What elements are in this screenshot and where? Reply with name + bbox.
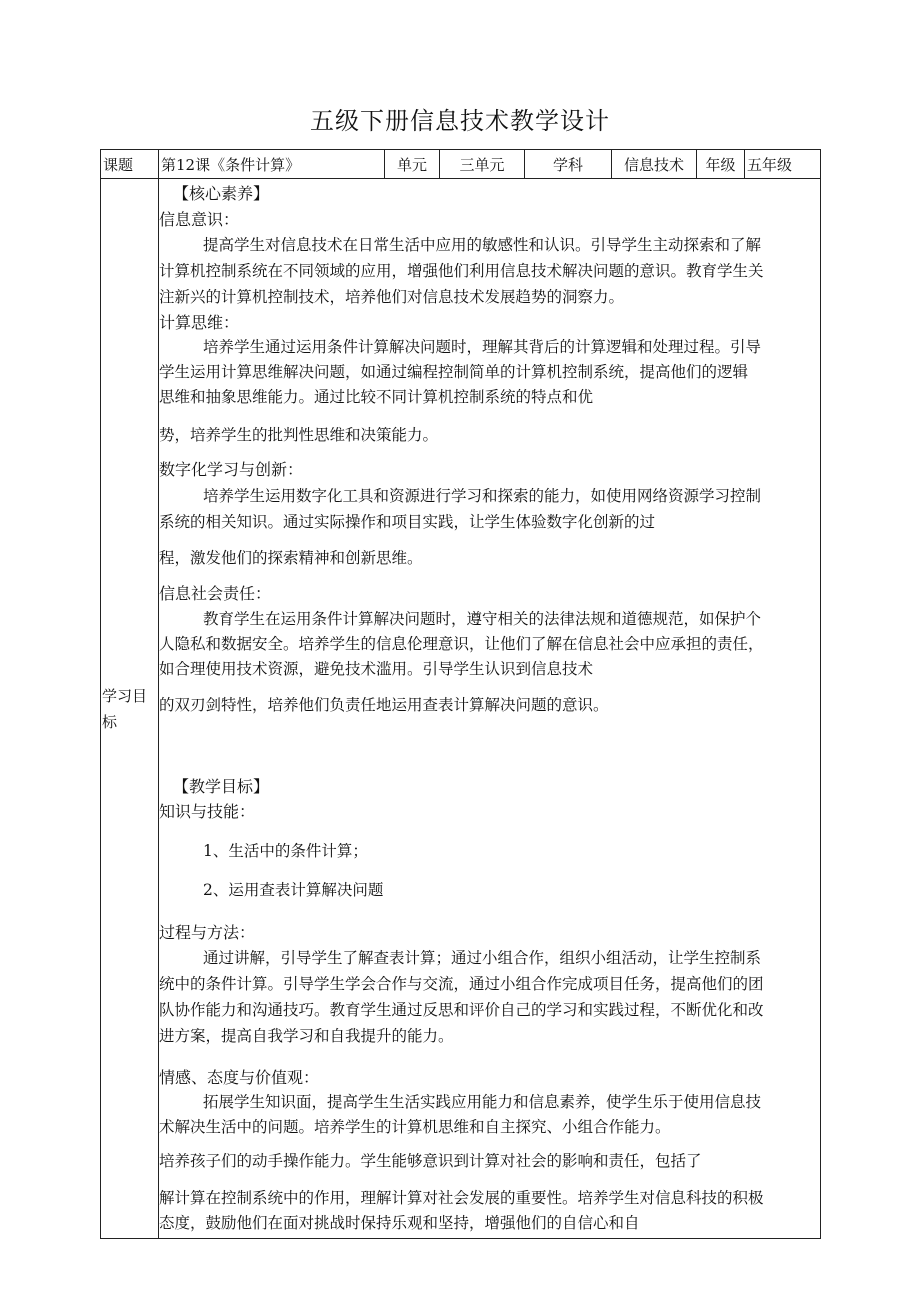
- paragraph-line: 培养学生运用数字化工具和资源进行学习和探索的能力，如使用网络资源学习控制: [203, 487, 762, 505]
- paragraph-line: 培养学生通过运用条件计算解决问题时，理解其背后的计算逻辑和处理过程。引导: [203, 338, 762, 356]
- digital-learning-heading: 数字化学习与创新：: [159, 460, 304, 479]
- unit-value: 三单元: [440, 150, 525, 179]
- paragraph-line: 人隐私和数据安全。培养学生的信息伦理意识，让他们了解在信息社会中应承担的责任，: [159, 635, 764, 653]
- header-row: [101, 150, 821, 179]
- goal-item-1: 1、生活中的条件计算；: [203, 842, 368, 860]
- social-responsibility-heading: 信息社会责任：: [159, 584, 272, 603]
- objectives-row: [101, 179, 821, 1239]
- lesson-label: 课题: [101, 150, 159, 179]
- paragraph-line: 队协作能力和沟通技巧。教育学生通过反思和评价自己的学习和实践过程，不断优化和改: [159, 1001, 764, 1019]
- paragraph-line: 提高学生对信息技术在日常生活中应用的敏感性和认识。引导学生主动探索和了解: [203, 236, 762, 254]
- paragraph-line: 学生运用计算思维解决问题，如通过编程控制简单的计算机控制系统，提高他们的逻辑: [159, 363, 749, 381]
- goal-item-2: 2、运用查表计算解决问题: [203, 881, 384, 899]
- objectives-label: [101, 179, 159, 1239]
- subject-value: 信息技术: [612, 150, 697, 179]
- lesson-value: 第12课《条件计算》: [159, 150, 385, 179]
- core-literacy-heading: 【核心素养】: [173, 184, 270, 203]
- paragraph-line: 势，培养学生的批判性思维和决策能力。: [159, 426, 439, 444]
- paragraph-line: 拓展学生知识面，提高学生生活实践应用能力和信息素养，使学生乐于使用信息技: [203, 1093, 762, 1111]
- paragraph-line: 术解决生活中的问题。培养学生的计算机思维和自主探究、小组合作能力。: [159, 1118, 671, 1136]
- grade-value: 五年级: [745, 150, 821, 179]
- paragraph-line: 的双刃剑特性，培养他们负责任地运用查表计算解决问题的意识。: [159, 696, 609, 714]
- paragraph-line: 教育学生在运用条件计算解决问题时，遵守相关的法律法规和道德规范，如保护个: [203, 610, 762, 628]
- computational-thinking-heading: 计算思维：: [159, 313, 240, 332]
- paragraph-line: 进方案，提高自我学习和自我提升的能力。: [159, 1027, 454, 1045]
- paragraph-line: 系统的相关知识。通过实际操作和项目实践，让学生体验数字化创新的过: [159, 513, 656, 531]
- paragraph-line: 培养孩子们的动手操作能力。学生能够意识到计算对社会的影响和责任，包括了: [159, 1152, 702, 1170]
- lesson-plan-table: [100, 149, 821, 1239]
- objectives-label-line-1: 学习目: [102, 686, 148, 705]
- unit-label: 单元: [385, 150, 440, 179]
- paragraph-line: 程，激发他们的探索精神和创新思维。: [159, 549, 423, 567]
- knowledge-skills-heading: 知识与技能：: [159, 802, 256, 821]
- subject-label: 学科: [525, 150, 612, 179]
- info-awareness-heading: 信息意识：: [159, 210, 240, 229]
- paragraph-line: 统中的条件计算。引导学生学会合作与交流，通过小组合作完成项目任务，提高他们的团: [159, 975, 764, 993]
- objectives-content: [159, 179, 821, 1239]
- paragraph-line: 态度，鼓励他们在面对挑战时保持乐观和坚持，增强他们的自信心和自: [159, 1214, 640, 1232]
- emotion-attitude-heading: 情感、态度与价值观：: [159, 1068, 320, 1087]
- objectives-label-line-2: 标: [102, 712, 118, 731]
- paragraph-line: 解计算在控制系统中的作用，理解计算对社会发展的重要性。培养学生对信息科技的积极: [159, 1189, 764, 1207]
- paragraph-line: 如合理使用技术资源，避免技术滥用。引导学生认识到信息技术: [159, 660, 594, 678]
- document-title: 五级下册信息技术教学设计: [310, 107, 610, 135]
- process-method-heading: 过程与方法：: [159, 923, 256, 942]
- paragraph-line: 思维和抽象思维能力。通过比较不同计算机控制系统的特点和优: [159, 388, 594, 406]
- grade-label: 年级: [697, 150, 745, 179]
- paragraph-line: 注新兴的计算机控制技术，培养他们对信息技术发展趋势的洞察力。: [159, 288, 625, 306]
- teaching-goals-heading: 【教学目标】: [173, 777, 270, 796]
- paragraph-line: 通过讲解，引导学生了解查表计算；通过小组合作，组织小组活动，让学生控制系: [203, 949, 762, 967]
- paragraph-line: 计算机控制系统在不同领域的应用，增强他们利用信息技术解决问题的意识。教育学生关: [159, 262, 764, 280]
